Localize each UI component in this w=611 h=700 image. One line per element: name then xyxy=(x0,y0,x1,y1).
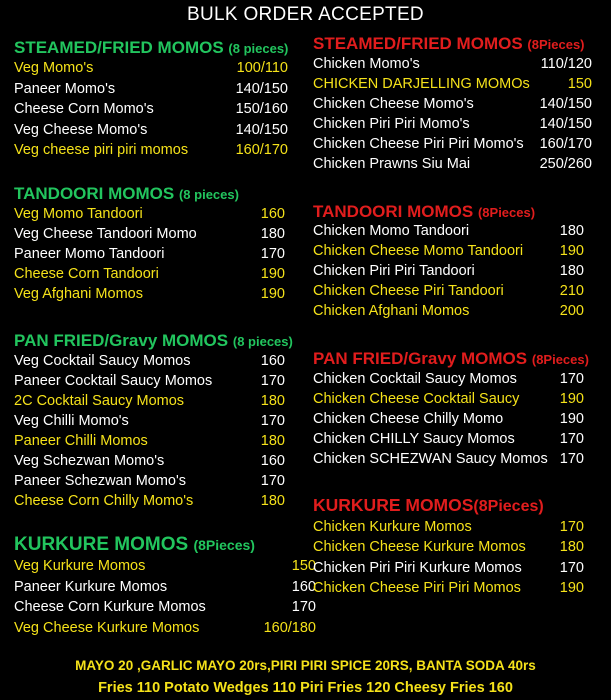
menu-item-name: Chicken Afghani Momos xyxy=(313,303,470,319)
menu-item-price: 170 xyxy=(559,371,584,387)
menu-item-name: Paneer Chilli Momos xyxy=(14,433,148,449)
menu-item-price: 190 xyxy=(559,579,584,596)
footer-addons: MAYO 20 ,GARLIC MAYO 20rs,PIRI PIRI SPICE 20RS, BANTA SODA 40rs xyxy=(75,658,536,673)
menu-item-name: Paneer Momo Tandoori xyxy=(14,246,165,262)
menu-item-price: 140/150 xyxy=(539,96,592,112)
menu-item-name: Cheese Corn Tandoori xyxy=(14,266,159,282)
menu-item-name: Paneer Schezwan Momo's xyxy=(14,473,187,489)
menu-item-name: Chicken Cheese Kurkure Momos xyxy=(313,539,526,556)
menu-item-price: 180 xyxy=(260,393,285,409)
menu-item-price: 200 xyxy=(559,303,584,319)
menu-item-name: Chicken Cheese Momo's xyxy=(313,96,474,112)
menu-item-name: Veg cheese piri piri momos xyxy=(14,142,189,158)
menu-item-price: 190 xyxy=(260,286,285,302)
menu-item-price: 210 xyxy=(559,283,584,299)
menu-item-price: 190 xyxy=(260,266,285,282)
right-kurkure-heading: KURKURE MOMOS(8Pieces) xyxy=(313,495,544,515)
menu-item-price: 170 xyxy=(559,451,584,467)
menu-item-name: Veg Cocktail Saucy Momos xyxy=(14,353,191,369)
menu-item-name: Veg Cheese Kurkure Momos xyxy=(14,619,200,636)
menu-item-price: 150 xyxy=(291,558,316,574)
left-panfried-heading: PAN FRIED/Gravy MOMOS (8 pieces) xyxy=(14,331,293,350)
menu-item-price: 160/180 xyxy=(263,619,316,636)
menu-item-name: Chicken Cheese Piri Piri Momos xyxy=(313,579,521,596)
menu-item-name: Chicken Momo Tandoori xyxy=(313,223,470,239)
menu-item-name: Veg Cheese Tandoori Momo xyxy=(14,226,197,242)
menu-item-price: 160 xyxy=(260,353,285,369)
menu-item-name: Paneer Kurkure Momos xyxy=(14,578,168,595)
left-steamed-heading: STEAMED/FRIED MOMOS (8 pieces) xyxy=(14,38,289,57)
menu-item-name: Chicken Kurkure Momos xyxy=(313,519,472,535)
menu-item-price: 170 xyxy=(559,559,584,576)
menu-item-price: 160 xyxy=(260,206,285,222)
menu-item-price: 180 xyxy=(260,433,285,449)
menu-item-name: Chicken Cheese Chilly Momo xyxy=(313,411,504,427)
page-title: BULK ORDER ACCEPTED xyxy=(187,4,424,25)
menu-item-name: Veg Momo's xyxy=(14,60,94,76)
menu-item-name: Chicken Cheese Momo Tandoori xyxy=(313,243,524,259)
menu-item-price: 170 xyxy=(559,431,584,447)
right-steamed-heading: STEAMED/FRIED MOMOS (8Pieces) xyxy=(313,34,585,53)
menu-item-price: 170 xyxy=(260,413,285,429)
menu-item-name: 2C Cocktail Saucy Momos xyxy=(14,393,185,409)
menu-item-price: 140/150 xyxy=(539,116,592,132)
menu-item-name: Veg Chilli Momo's xyxy=(14,413,129,429)
menu-item-price: 170 xyxy=(559,519,584,535)
menu-item-price: 170 xyxy=(291,599,316,615)
menu-item-name: Veg Kurkure Momos xyxy=(14,558,146,574)
menu-item-price: 100/110 xyxy=(236,60,288,76)
right-tandoori-heading: TANDOORI MOMOS (8Pieces) xyxy=(313,202,536,221)
menu-item-name: Cheese Corn Chilly Momo's xyxy=(14,493,194,509)
menu-item-price: 180 xyxy=(260,493,285,509)
menu-item-price: 160 xyxy=(291,578,316,595)
menu-item-name: Veg Schezwan Momo's xyxy=(14,453,165,469)
menu-item-name: Chicken Piri Piri Kurkure Momos xyxy=(313,559,522,576)
menu-item-price: 160/170 xyxy=(539,136,592,152)
menu-item-price: 170 xyxy=(260,373,285,389)
menu-item-price: 180 xyxy=(260,226,285,242)
menu-item-name: Chicken CHILLY Saucy Momos xyxy=(313,431,515,447)
right-panfried-heading: PAN FRIED/Gravy MOMOS (8Pieces) xyxy=(313,349,589,368)
menu-item-name: Chicken Cheese Cocktail Saucy xyxy=(313,391,520,407)
menu-item-name: Chicken SCHEZWAN Saucy Momos xyxy=(313,451,548,467)
menu-item-name: Cheese Corn Momo's xyxy=(14,101,154,117)
menu-item-price: 110/120 xyxy=(540,56,592,72)
menu-item-name: Veg Afghani Momos xyxy=(14,286,143,302)
menu-item-price: 160 xyxy=(260,453,285,469)
menu-item-price: 250/260 xyxy=(539,156,592,172)
menu-item-price: 160/170 xyxy=(235,142,288,158)
menu-item-price: 140/150 xyxy=(235,121,288,138)
menu-item-name: Chicken Piri Piri Tandoori xyxy=(313,263,475,279)
menu-item-name: Chicken Cheese Piri Tandoori xyxy=(313,283,504,299)
menu-item-price: 170 xyxy=(260,473,285,489)
menu-item-name: Chicken Prawns Siu Mai xyxy=(313,156,471,172)
menu-item-price: 150 xyxy=(567,76,592,92)
menu-item-name: Chicken Cheese Piri Piri Momo's xyxy=(313,136,524,152)
menu-item-price: 180 xyxy=(559,539,584,556)
menu-item-price: 140/150 xyxy=(235,80,288,97)
menu-item-name: Chicken Piri Piri Momo's xyxy=(313,116,470,132)
footer-fries: Fries 110 Potato Wedges 110 Piri Fries 120 Cheesy Fries 160 xyxy=(98,680,513,696)
menu-item-name: Veg Momo Tandoori xyxy=(14,206,143,222)
menu-item-name: Cheese Corn Kurkure Momos xyxy=(14,599,206,615)
menu-item-name: Chicken Cocktail Saucy Momos xyxy=(313,371,517,387)
menu-item-price: 190 xyxy=(559,411,584,427)
menu-item-name: CHICKEN DARJELLING MOMOs xyxy=(313,76,530,92)
left-kurkure-heading: KURKURE MOMOS (8Pieces) xyxy=(14,534,255,555)
menu-item-name: Paneer Momo's xyxy=(14,80,116,97)
menu-item-price: 190 xyxy=(559,243,584,259)
menu-item-price: 180 xyxy=(559,263,584,279)
menu-item-name: Veg Cheese Momo's xyxy=(14,121,148,138)
menu-item-name: Chicken Momo's xyxy=(313,56,420,72)
left-tandoori-heading: TANDOORI MOMOS (8 pieces) xyxy=(14,184,239,203)
menu-item-price: 150/160 xyxy=(235,101,288,117)
menu-item-price: 180 xyxy=(559,223,584,239)
menu-item-price: 170 xyxy=(260,246,285,262)
menu-item-price: 190 xyxy=(559,391,584,407)
menu-item-name: Paneer Cocktail Saucy Momos xyxy=(14,373,213,389)
